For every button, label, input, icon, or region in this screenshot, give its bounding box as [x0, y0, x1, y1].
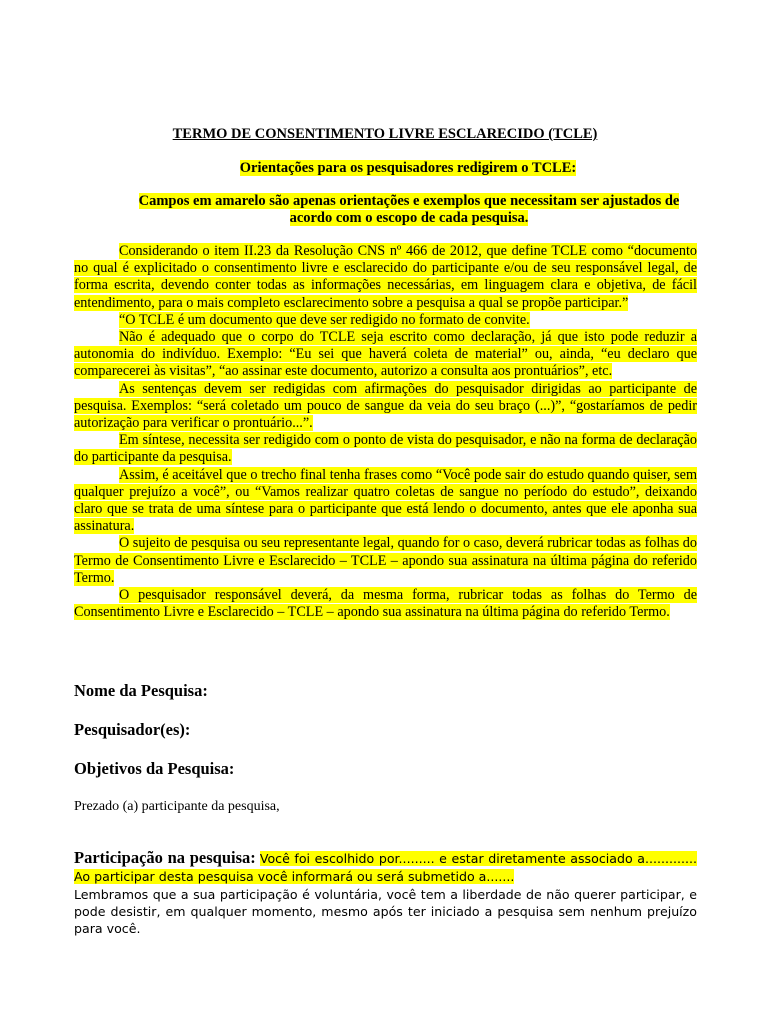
guidance-paragraph: “O TCLE é um documento que deve ser redigido no formato de convite.: [119, 311, 530, 328]
participation-text: Lembramos que a sua participação é voluntária, você tem a liberdade de não querer participar, e pode desistir, em qualquer momento, mesmo após ter iniciado a pesquisa sem nenhum prejuízo para você.: [74, 887, 697, 937]
guidance-paragraph: Não é adequado que o corpo do TCLE seja escrito como declaração, já que isto pode reduzir a autonomia do indivíduo. Exemplo: “Eu sei que haverá coleta de material” ou, ainda, “eu declaro que comparecerei às visitas”, “ao assinar este documento, autorizo a consulta aos prontuários”, etc.: [74, 329, 697, 380]
guidance-paragraph: O sujeito de pesquisa ou seu representante legal, quando for o caso, deverá rubricar todas as folhas do Termo de Consentimento Livre e Esclarecido – TCLE – apondo sua assinatura na última página do referido Termo.: [74, 535, 697, 586]
guidance-subtitle: Orientações para os pesquisadores redigirem o TCLE:: [239, 160, 577, 176]
field-objetivos: Objetivos da Pesquisa:: [74, 759, 235, 778]
field-pesquisadores: Pesquisador(es):: [74, 720, 191, 739]
guidance-paragraph: Considerando o item II.23 da Resolução CNS nº 466 de 2012, que define TCLE como “documento no qual é explicitado o consentimento livre e esclarecido do participante e/ou de seu responsável legal, de forma escrita, devendo conter todas as informações necessárias, em linguagem clara e objetiva, de fácil entendimento, para o mais completo esclarecimento sobre a pesquisa a qual se propõe participar.”: [74, 243, 697, 311]
guidance-body: [74, 243, 697, 621]
guidance-paragraph: O pesquisador responsável deverá, da mesma forma, rubricar todas as folhas do Termo de Consentimento Livre e Esclarecido – TCLE – apondo sua assinatura na última página do referido Termo.: [74, 587, 697, 621]
greeting: Prezado (a) participante da pesquisa,: [74, 799, 280, 814]
guidance-paragraph: As sentenças devem ser redigidas com afirmações do pesquisador dirigidas ao participante de pesquisa. Exemplos: “será coletado um pouco de sangue da veia do seu braço (...)”, “gostaríamos de pedir autorização para verificar o prontuário...”.: [74, 380, 697, 432]
field-nome-da-pesquisa: Nome da Pesquisa:: [74, 681, 208, 700]
guidance-note: Campos em amarelo são apenas orientações e exemplos que necessitam ser ajustados de acordo com o escopo de cada pesquisa.: [138, 193, 680, 226]
participation-heading: Participação na pesquisa:: [74, 848, 256, 867]
participation-section: [74, 849, 697, 886]
document-title: TERMO DE CONSENTIMENTO LIVRE ESCLARECIDO (TCLE): [172, 126, 598, 142]
participation-highlight: Você foi escolhido por......... e estar diretamente associado a............. Ao participar desta pesquisa você informará ou será submetido a.......: [74, 851, 698, 885]
guidance-paragraph: Em síntese, necessita ser redigido com o ponto de vista do pesquisador, e não na forma de declaração do participante da pesquisa.: [74, 432, 697, 466]
guidance-paragraph: Assim, é aceitável que o trecho final tenha frases como “Você pode sair do estudo quando quiser, sem qualquer prejuízo a você”, ou “Vamos realizar quatro coletas de sangue no período do estudo”, deixando claro que se trata de uma síntese para o participante que está lendo o documento, antes que ele aponha sua assinatura.: [74, 466, 697, 535]
